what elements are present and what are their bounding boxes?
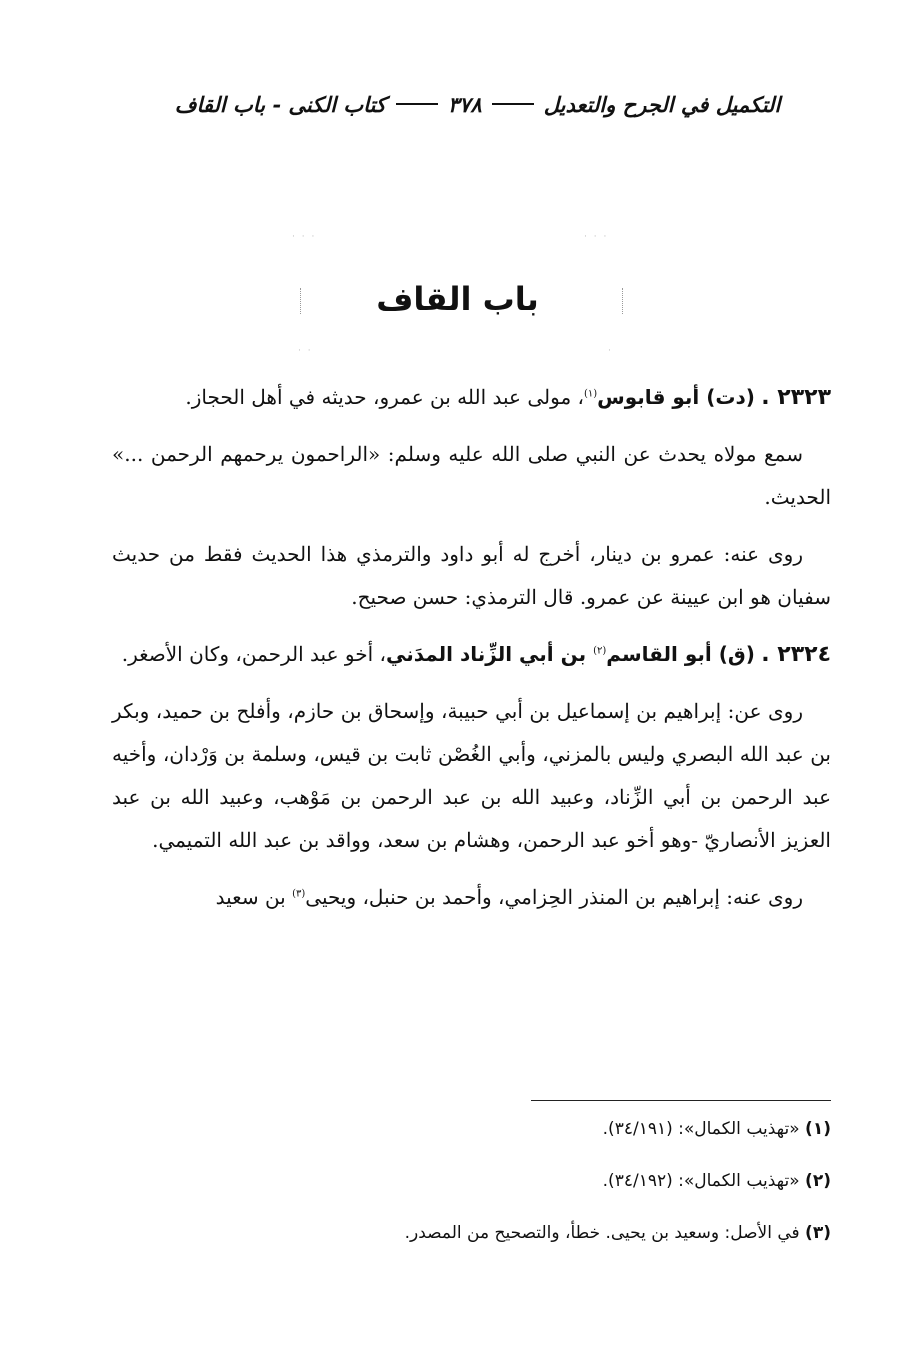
entry-paragraph-last	[112, 876, 831, 919]
header-separator	[396, 103, 438, 105]
entry-number: ٢٣٢٣ .	[761, 385, 831, 410]
header-separator	[492, 103, 534, 105]
decorative-speck: ·	[608, 346, 613, 356]
decorative-speck: · · ·	[584, 232, 609, 242]
decorative-speck: · · ·	[292, 232, 317, 242]
entry-name: (ق) أبو القاسم	[606, 642, 755, 666]
entry-name-continued: بن أبي الزِّناد المدَني	[385, 642, 594, 666]
entry-intro: ، أخو عبد الرحمن، وكان الأصغر.	[121, 642, 386, 666]
running-header	[140, 84, 815, 124]
section-title: باب القاف	[376, 280, 539, 318]
entry-name: (دت) أبو قابوس	[597, 385, 755, 409]
footnote-item	[112, 1220, 831, 1246]
paragraph-text: روى عنه: إبراهيم بن المنذر الحِزامي، وأحمد بن حنبل، ويحيى	[305, 885, 803, 909]
footnote-ref: (٢)	[593, 645, 607, 657]
footnote-number: (١)	[805, 1119, 831, 1139]
footnote-divider	[531, 1100, 831, 1101]
entry-paragraph: سمع مولاه يحدث عن النبي صلى الله عليه وسلم: «الراحمون يرحمهم الرحمن ...» الحديث.	[112, 442, 831, 509]
header-page-number: ٣٧٨	[447, 91, 482, 117]
entry-2323-heading	[112, 376, 831, 419]
footnote-text: «تهذيب الكمال»: (٣٤/١٩٢).	[602, 1171, 800, 1191]
entry-2324-heading	[112, 633, 831, 676]
header-book-title: التكميل في الجرح والتعديل	[543, 91, 781, 117]
footnote-number: (٢)	[805, 1171, 831, 1191]
header-chapter: كتاب الكنى - باب القاف	[174, 91, 386, 117]
footnote-ref: (٣)	[292, 888, 306, 900]
entry-number: ٢٣٢٤ .	[761, 642, 831, 667]
decorative-speck: · ·	[298, 346, 313, 356]
entry-paragraph: روى عنه: عمرو بن دينار، أخرج له أبو داود والترمذي هذا الحديث فقط من حديث سفيان هو ابن عيينة عن عمرو. قال الترمذي: حسن صحيح.	[112, 542, 831, 609]
footnote-text: في الأصل: وسعيد بن يحيى. خطأ، والتصحيح من المصدر.	[404, 1223, 800, 1243]
main-text	[112, 376, 831, 933]
footnote-item	[112, 1168, 831, 1194]
footnotes	[112, 1116, 831, 1272]
footnote-number: (٣)	[805, 1223, 831, 1243]
footnote-text: «تهذيب الكمال»: (٣٤/١٩١).	[602, 1119, 800, 1139]
footnote-item	[112, 1116, 831, 1142]
paragraph-text: بن سعيد	[215, 885, 293, 909]
entry-intro: ، مولى عبد الله بن عمرو، حديثه في أهل الحجاز.	[185, 385, 584, 409]
entry-paragraph: روى عن: إبراهيم بن إسماعيل بن أبي حبيبة، وإسحاق بن حازم، وأفلح بن حميد، وبكر بن عبد الله البصري وليس بالمزني، وأبي الغُصْن ثابت بن قيس، وسلمة بن وَرْدان، وأخيه عبد الرحمن بن أبي الزِّناد، وعبيد الله بن عبد الرحمن بن مَوْهب، وعبيد الله بن عبد العزيز الأنصاريّ -وهو أخو عبد الرحمن، وهشام بن سعد، وواقد بن عبد الله التميمي.	[112, 699, 831, 852]
footnote-ref: (١)	[583, 388, 598, 400]
